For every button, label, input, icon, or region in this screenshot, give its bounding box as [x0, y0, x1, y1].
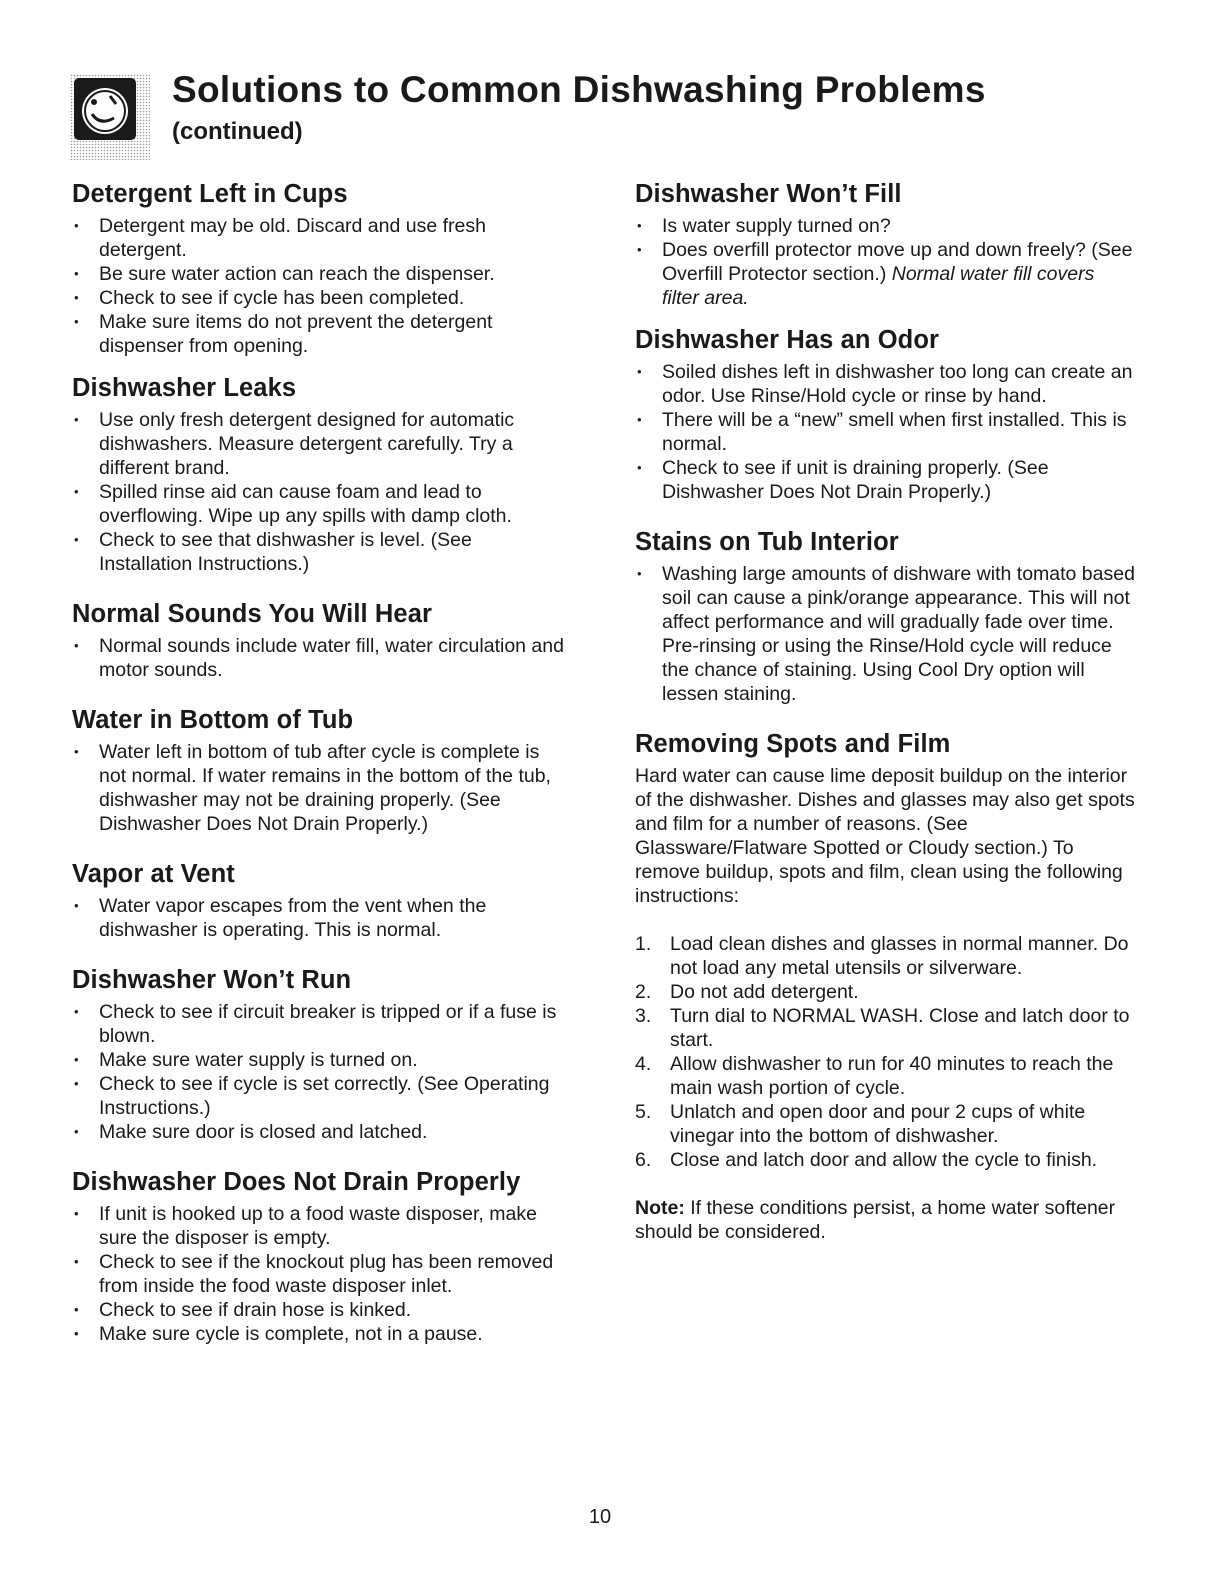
section-heading: Dishwasher Won’t Run: [72, 966, 352, 994]
list-item: • Make sure water supply is turned on.: [72, 1048, 567, 1072]
list-item: • Water vapor escapes from the vent when the dishwasher is operating. This is normal.: [72, 894, 567, 942]
section-intro: Hard water can cause lime deposit buildup on the interior of the dishwasher. Dishes and glasses may also get spots and film for a number of reasons. (See Glassware/Flatware Spotted or Cloudy section.) To remove buildup, spots and film, clean using the following instructions:: [635, 765, 1135, 907]
page-subtitle: (continued): [172, 118, 303, 145]
list-item: • Make sure door is closed and latched.: [72, 1120, 567, 1144]
list-item: • There will be a “new” smell when first installed. This is normal.: [635, 408, 1135, 456]
step-text: Allow dishwasher to run for 40 minutes to reach the main wash portion of cycle.: [670, 1053, 1114, 1099]
list-item: • Check to see if the knockout plug has been removed from inside the food waste disposer inlet.: [72, 1250, 567, 1298]
left-column: [72, 178, 567, 1346]
list-item-italic-note: Normal water fill covers filter area.: [662, 263, 1095, 309]
list-item-text: Does overfill protector move up and down freely? (See Overfill Protector section.): [662, 239, 1133, 285]
section-heading: Water in Bottom of Tub: [72, 706, 354, 734]
section-wont-fill: [635, 178, 1135, 310]
section-wont-run: [72, 964, 567, 1144]
section-spots-film: [635, 728, 1135, 1244]
note-text: If these conditions persist, a home water softener should be considered.: [635, 1197, 1116, 1243]
section-heading: Detergent Left in Cups: [72, 180, 348, 208]
right-column: [635, 178, 1135, 1244]
list-item: • Check to see if circuit breaker is tripped or if a fuse is blown.: [72, 1000, 567, 1048]
section-has-odor: [635, 324, 1135, 504]
list-item: • Check to see if cycle has been completed.: [72, 286, 567, 310]
step-text: Do not add detergent.: [670, 981, 859, 1003]
list-item: • Water left in bottom of tub after cycle is complete is not normal. If water remains in the bottom of the tub, dishwasher may not be draining properly. (See Dishwasher Does Not Drain Properly.): [72, 740, 567, 836]
note-label: Note:: [635, 1197, 685, 1219]
list-item: • Check to see if unit is draining properly. (See Dishwasher Does Not Drain Properly.): [635, 456, 1135, 504]
section-detergent-left: [72, 178, 567, 358]
list-item: [635, 238, 1135, 310]
list-item: • Normal sounds include water fill, water circulation and motor sounds.: [72, 634, 567, 682]
section-dishwasher-leaks: [72, 372, 567, 576]
section-heading: Dishwasher Leaks: [72, 374, 297, 402]
step-item: [635, 1100, 1135, 1148]
step-item: [635, 1004, 1135, 1052]
list-item: • Use only fresh detergent designed for automatic dishwashers. Measure detergent carefully. Try a different brand.: [72, 408, 567, 480]
step-text: Unlatch and open door and pour 2 cups of white vinegar into the bottom of dishwasher.: [670, 1101, 1086, 1147]
section-water-in-bottom: [72, 704, 567, 836]
note: [635, 1196, 1135, 1244]
list-item: • Make sure cycle is complete, not in a pause.: [72, 1322, 567, 1346]
list-item: • Check to see if cycle is set correctly. (See Operating Instructions.): [72, 1072, 567, 1120]
list-item: • Is water supply turned on?: [635, 214, 1135, 238]
page-title: Solutions to Common Dishwashing Problems: [172, 69, 986, 110]
page-number: 10: [588, 1506, 612, 1528]
section-heading: Vapor at Vent: [72, 860, 235, 888]
page-header: [70, 68, 1170, 163]
section-heading: Stains on Tub Interior: [635, 528, 899, 556]
section-normal-sounds: [72, 598, 567, 682]
section-vapor-at-vent: [72, 858, 567, 942]
section-heading: Normal Sounds You Will Hear: [72, 600, 432, 628]
step-item: [635, 932, 1135, 980]
section-does-not-drain: [72, 1166, 567, 1346]
list-item: • Be sure water action can reach the dispenser.: [72, 262, 567, 286]
step-item: [635, 1148, 1135, 1172]
list-item: • Check to see if drain hose is kinked.: [72, 1298, 567, 1322]
step-item: [635, 980, 1135, 1004]
list-item: • Soiled dishes left in dishwasher too long can create an odor. Use Rinse/Hold cycle or rinse by hand.: [635, 360, 1135, 408]
section-stains-tub: [635, 526, 1135, 706]
list-item: • Make sure items do not prevent the detergent dispenser from opening.: [72, 310, 567, 358]
step-text: Close and latch door and allow the cycle to finish.: [670, 1149, 1098, 1171]
step-text: Turn dial to NORMAL WASH. Close and latch door to start.: [670, 1005, 1130, 1051]
step-item: [635, 1052, 1135, 1100]
section-heading: Dishwasher Does Not Drain Properly: [72, 1168, 521, 1196]
list-item: • Washing large amounts of dishware with tomato based soil can cause a pink/orange appearance. This will not affect performance and will gradually fade over time. Pre-rinsing or using the Rinse/Hold cycle will reduce the chance of staining. Using Cool Dry option will lessen staining.: [635, 562, 1135, 706]
section-heading: Dishwasher Has an Odor: [635, 326, 940, 354]
dishwasher-logo-icon: [70, 74, 150, 160]
list-item: • Check to see that dishwasher is level. (See Installation Instructions.): [72, 528, 567, 576]
list-item: • Detergent may be old. Discard and use fresh detergent.: [72, 214, 567, 262]
section-heading: Dishwasher Won’t Fill: [635, 180, 902, 208]
section-heading: Removing Spots and Film: [635, 730, 951, 758]
list-item: • If unit is hooked up to a food waste disposer, make sure the disposer is empty.: [72, 1202, 567, 1250]
list-item: • Spilled rinse aid can cause foam and lead to overflowing. Wipe up any spills with damp cloth.: [72, 480, 567, 528]
step-text: Load clean dishes and glasses in normal manner. Do not load any metal utensils or silverware.: [670, 933, 1129, 979]
